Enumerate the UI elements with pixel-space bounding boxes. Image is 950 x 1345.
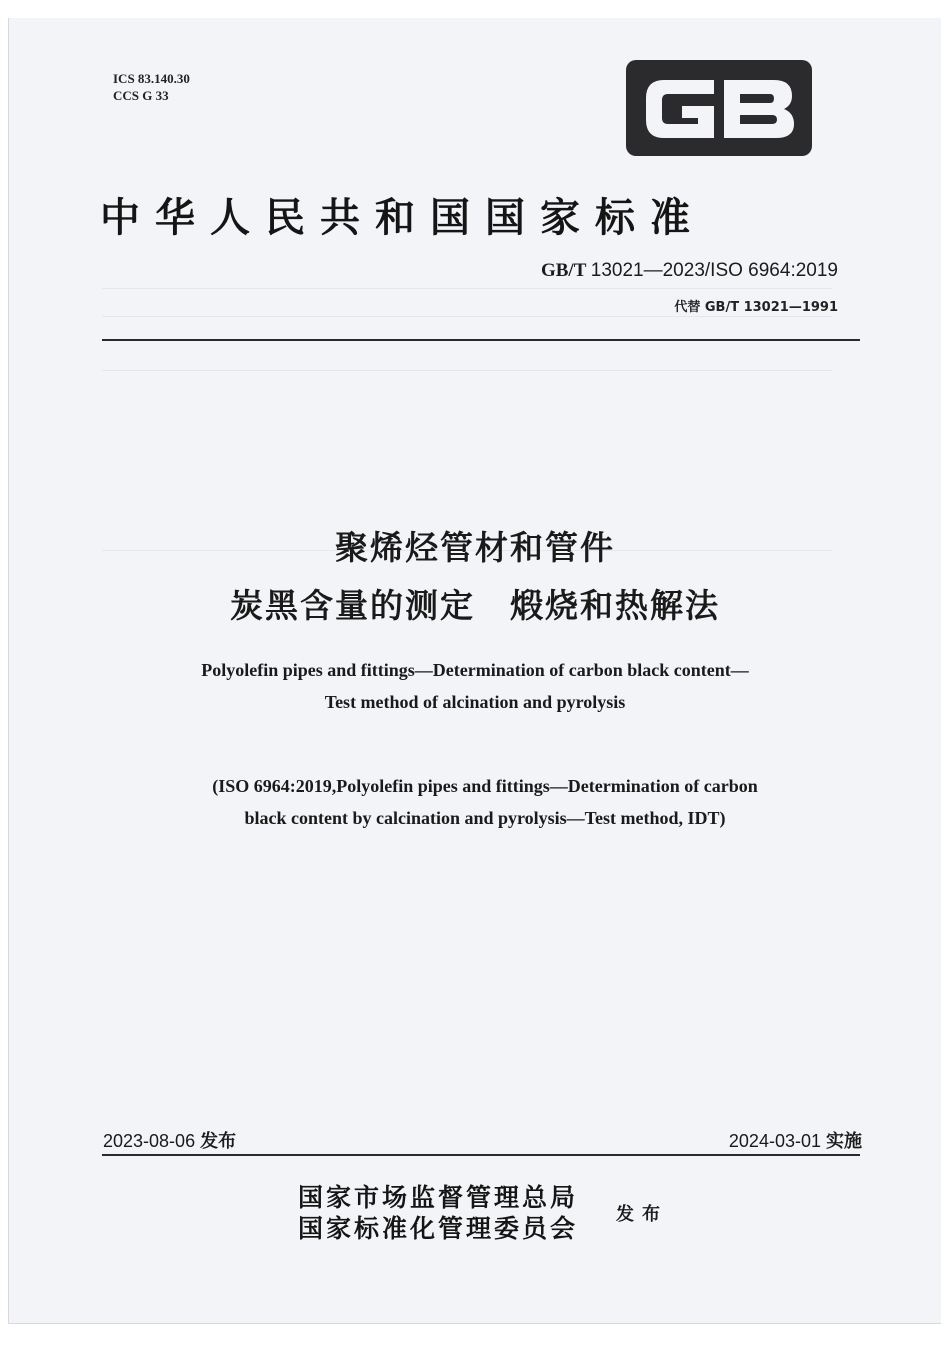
bleed-through-line [102,316,832,317]
issuer-sac: 国家标准化管理委员会 [298,1214,579,1243]
publish-label: 发布 [200,1131,237,1152]
title-cn-line1: 聚烯烃管材和管件 [335,528,615,567]
title-en-line1: Polyolefin pipes and fittings—Determination of carbon black content— [201,660,749,680]
standard-number [541,260,838,282]
title-cn-line2: 炭黑含量的测定 煅烧和热解法 [230,586,720,625]
standard-number-prefix: GB/T [540,260,587,281]
issuer-samr: 国家市场监督管理总局 [298,1183,579,1212]
implement-date [729,1127,862,1153]
gb-logo-icon [624,58,814,158]
implement-label: 实施 [826,1131,862,1152]
issuing-organizations [298,1182,578,1244]
title-en-line2: Test method of alcination and pyrolysis [324,692,626,712]
implement-date-value: 2024-03-01 [728,1131,821,1151]
header-divider [102,339,860,341]
bleed-through-line [102,370,832,371]
issue-action: 发布 [616,1204,668,1225]
publish-date-value: 2023-08-06 [103,1131,196,1151]
ics-code: ICS 83.140.30 [113,71,190,86]
publish-date [103,1127,236,1153]
iso-reference-line2: black content by calcination and pyrolysis—Test method, IDT) [244,808,726,828]
classification-codes [113,70,190,104]
standard-type-title: 中华人民共和国国家标准 [100,194,705,241]
footer-divider [102,1154,860,1156]
iso-reference-line1: (ISO 6964:2019,Polyolefin pipes and fittings—Determination of carbon [212,776,758,796]
replaces-standard: 代替 GB/T 13021—1991 [674,300,838,315]
ccs-code: CCS G 33 [113,88,169,103]
standard-number-value: 13021—2023/ISO 6964:2019 [590,260,838,281]
bleed-through-line [102,288,832,289]
